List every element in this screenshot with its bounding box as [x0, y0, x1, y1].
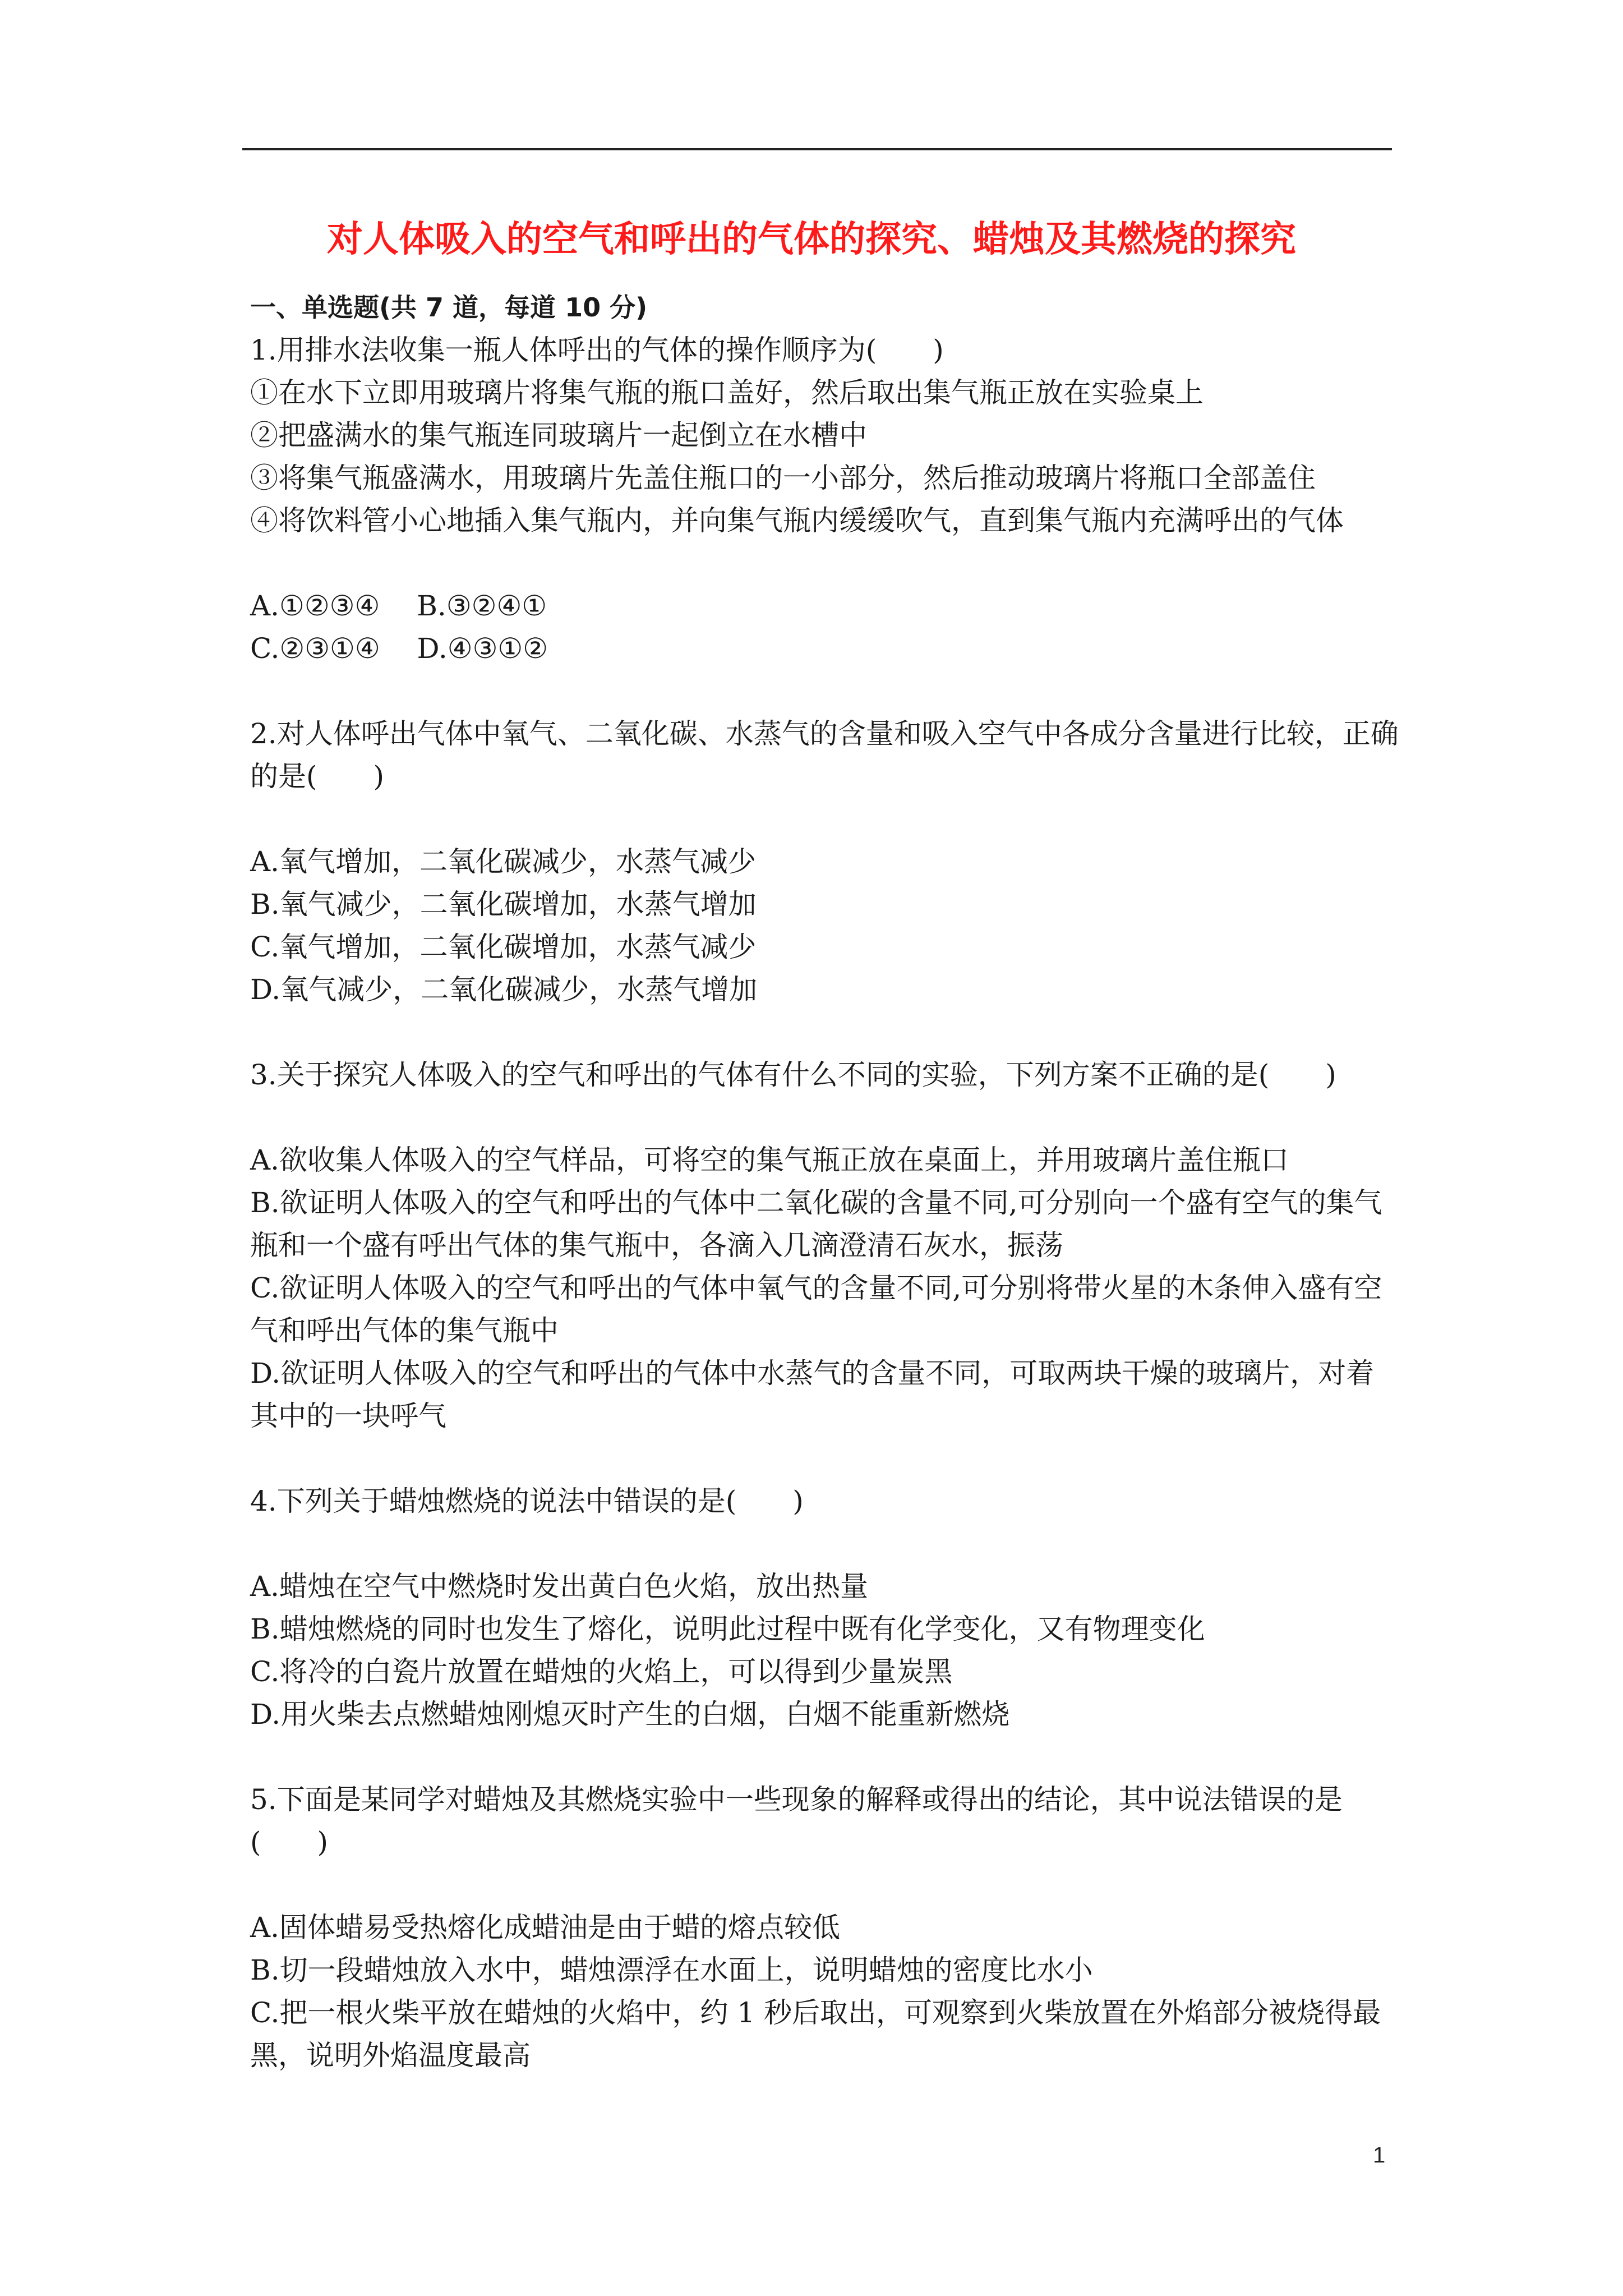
question-text: 5.下面是某同学对蜡烛及其燃烧实验中一些现象的解释或得出的结论，其中说法错误的是( )	[250, 1783, 1343, 1858]
question-4	[250, 1480, 1400, 1736]
option-b: B.切一段蜡烛放入水中，蜡烛漂浮在水面上，说明蜡烛的密度比水小	[250, 1954, 1093, 1986]
step-item: ③将集气瓶盛满水，用玻璃片先盖住瓶口的一小部分，然后推动玻璃片将瓶口全部盖住	[250, 462, 1316, 494]
question-5	[250, 1778, 1400, 2077]
answer-options	[250, 1906, 1400, 2077]
question-text: 4.下列关于蜡烛燃烧的说法中错误的是( )	[250, 1485, 804, 1517]
page-title: 对人体吸入的空气和呼出的气体的探究、蜡烛及其燃烧的探究	[327, 219, 1296, 260]
question-text: 1.用排水法收集一瓶人体呼出的气体的操作顺序为( )	[250, 334, 944, 366]
question-text: 3.关于探究人体吸入的空气和呼出的气体有什么不同的实验，下列方案不正确的是( )	[250, 1059, 1336, 1091]
header-rule	[242, 148, 1392, 150]
question-2	[250, 712, 1400, 1011]
option-row: C.②③①④ D.④③①②	[250, 632, 548, 665]
option-a: A.蜡烛在空气中燃烧时发出黄白色火焰，放出热量	[250, 1570, 869, 1603]
document-body	[250, 286, 1400, 2077]
step-item: ①在水下立即用玻璃片将集气瓶的瓶口盖好，然后取出集气瓶正放在实验桌上	[250, 376, 1204, 409]
answer-options	[250, 585, 1400, 670]
question-text: 2.对人体呼出气体中氧气、二氧化碳、水蒸气的含量和吸入空气中各成分含量进行比较，正确的是( )	[250, 717, 1399, 793]
step-item: ④将饮料管小心地插入集气瓶内，并向集气瓶内缓缓吹气，直到集气瓶内充满呼出的气体	[250, 504, 1344, 537]
option-c: C.将冷的白瓷片放置在蜡烛的火焰上，可以得到少量炭黑	[250, 1655, 953, 1688]
option-a: A.氧气增加，二氧化碳减少，水蒸气减少	[250, 845, 757, 878]
option-row: A.①②③④ B.③②④①	[250, 590, 547, 622]
option-a: A.欲收集人体吸入的空气样品，可将空的集气瓶正放在桌面上，并用玻璃片盖住瓶口	[250, 1144, 1289, 1176]
option-c: C.把一根火柴平放在蜡烛的火焰中，约 1 秒后取出，可观察到火柴放置在外焰部分被烧得最黑，说明外焰温度最高	[250, 1996, 1381, 2072]
option-a: A.固体蜡易受热熔化成蜡油是由于蜡的熔点较低	[250, 1911, 841, 1944]
option-d: D.欲证明人体吸入的空气和呼出的气体中水蒸气的含量不同，可取两块干燥的玻璃片，对着其中的一块呼气	[250, 1357, 1375, 1432]
option-c: C.欲证明人体吸入的空气和呼出的气体中氧气的含量不同,可分别将带火星的木条伸入盛有空气和呼出气体的集气瓶中	[250, 1272, 1382, 1347]
section-heading: 一、单选题(共 7 道，每道 10 分)	[250, 292, 648, 323]
option-b: B.欲证明人体吸入的空气和呼出的气体中二氧化碳的含量不同,可分别向一个盛有空气的集气瓶和一个盛有呼出气体的集气瓶中，各滴入几滴澄清石灰水，振荡	[250, 1186, 1382, 1262]
option-c: C.氧气增加，二氧化碳增加，水蒸气减少	[250, 931, 757, 963]
page-number: 1	[1373, 2143, 1386, 2168]
answer-options	[250, 840, 1400, 1011]
step-item: ②把盛满水的集气瓶连同玻璃片一起倒立在水槽中	[250, 419, 867, 452]
option-d: D.用火柴去点燃蜡烛刚熄灭时产生的白烟，白烟不能重新燃烧	[250, 1698, 1010, 1731]
question-3	[250, 1053, 1400, 1437]
answer-options	[250, 1139, 1400, 1437]
answer-options	[250, 1565, 1400, 1736]
question-1	[250, 329, 1400, 670]
option-b: B.氧气减少，二氧化碳增加，水蒸气增加	[250, 888, 757, 921]
option-d: D.氧气减少，二氧化碳减少，水蒸气增加	[250, 973, 758, 1006]
option-b: B.蜡烛燃烧的同时也发生了熔化，说明此过程中既有化学变化，又有物理变化	[250, 1613, 1205, 1645]
